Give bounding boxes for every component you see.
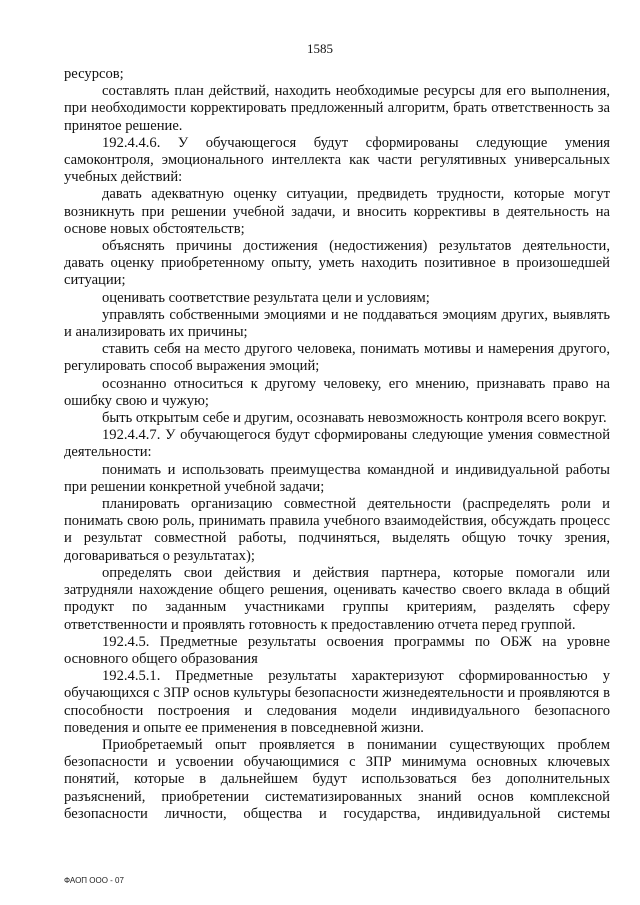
paragraph: понимать и использовать преимущества командной и индивидуальной работы при решении конкретной учебной задачи; — [64, 461, 610, 495]
paragraph: 192.4.5. Предметные результаты освоения программы по ОБЖ на уровне основного общего образования — [64, 633, 610, 667]
paragraph: составлять план действий, находить необходимые ресурсы для его выполнения, при необходимости корректировать предложенный алгоритм, брать ответственность за принятое решение. — [64, 83, 610, 134]
body-text — [64, 66, 610, 823]
paragraph: 192.4.4.7. У обучающегося будут сформированы следующие умения совместной деятельности: — [64, 427, 610, 461]
paragraph: оценивать соответствие результата цели и условиям; — [102, 289, 430, 306]
paragraph: 192.4.4.6. У обучающегося будут сформированы следующие умения самоконтроля, эмоционального интеллекта как части регулятивных универсальных учебных действий: — [64, 134, 610, 186]
paragraph: осознанно относиться к другому человеку, его мнению, признавать право на ошибку свою и чужую; — [64, 375, 610, 409]
paragraph: объяснять причины достижения (недостижения) результатов деятельности, давать оценку приобретенному опыту, уметь находить позитивное в произошедшей ситуации; — [64, 238, 610, 289]
paragraph: ставить себя на место другого человека, понимать мотивы и намерения другого, регулировать способ выражения эмоций; — [64, 341, 610, 375]
paragraph: Приобретаемый опыт проявляется в понимании существующих проблем безопасности и усвоении обучающимися с ЗПР минимума основных ключевых понятий, которые в дальнейшем будут использоваться без дополнительных разъяснений, приобретении систематизированных знаний основ комплексной безопасности личности, общества и государства, индивидуальной системы — [64, 736, 610, 822]
paragraph: планировать организацию совместной деятельности (распределять роли и понимать свою роль, принимать правила учебного взаимодействия, обсуждать процесс и результат совместной работы, подчиняться, выделять общую точку зрения, договариваться о результатах); — [64, 496, 610, 564]
paragraph: 192.4.5.1. Предметные результаты характеризуют сформированностью у обучающихся с ЗПР основ культуры безопасности жизнедеятельности и проявляются в способности построения и следования модели индивидуального безопасного поведения и опыте ее применения в повседневной жизни. — [64, 668, 610, 736]
paragraph: давать адекватную оценку ситуации, предвидеть трудности, которые могут возникнуть при решении учебной задачи, и вносить коррективы в деятельность на основе новых обстоятельств; — [64, 186, 610, 237]
paragraph: управлять собственными эмоциями и не поддаваться эмоциям других, выявлять и анализировать их причины; — [64, 306, 610, 341]
paragraph: ресурсов; — [64, 66, 124, 82]
footer-code: ФАОП ООО - 07 — [64, 876, 124, 885]
paragraph: определять свои действия и действия партнера, которые помогали или затрудняли нахождение общего решения, оценивать качество своего вклада в общий продукт по заданным участниками группы критериям, разделять сферу ответственности и проявлять готовность к предоставлению отчета перед группой. — [64, 564, 610, 633]
page-number: 1585 — [307, 41, 333, 56]
paragraph: быть открытым себе и другим, осознавать невозможность контроля всего вокруг. — [102, 410, 607, 427]
